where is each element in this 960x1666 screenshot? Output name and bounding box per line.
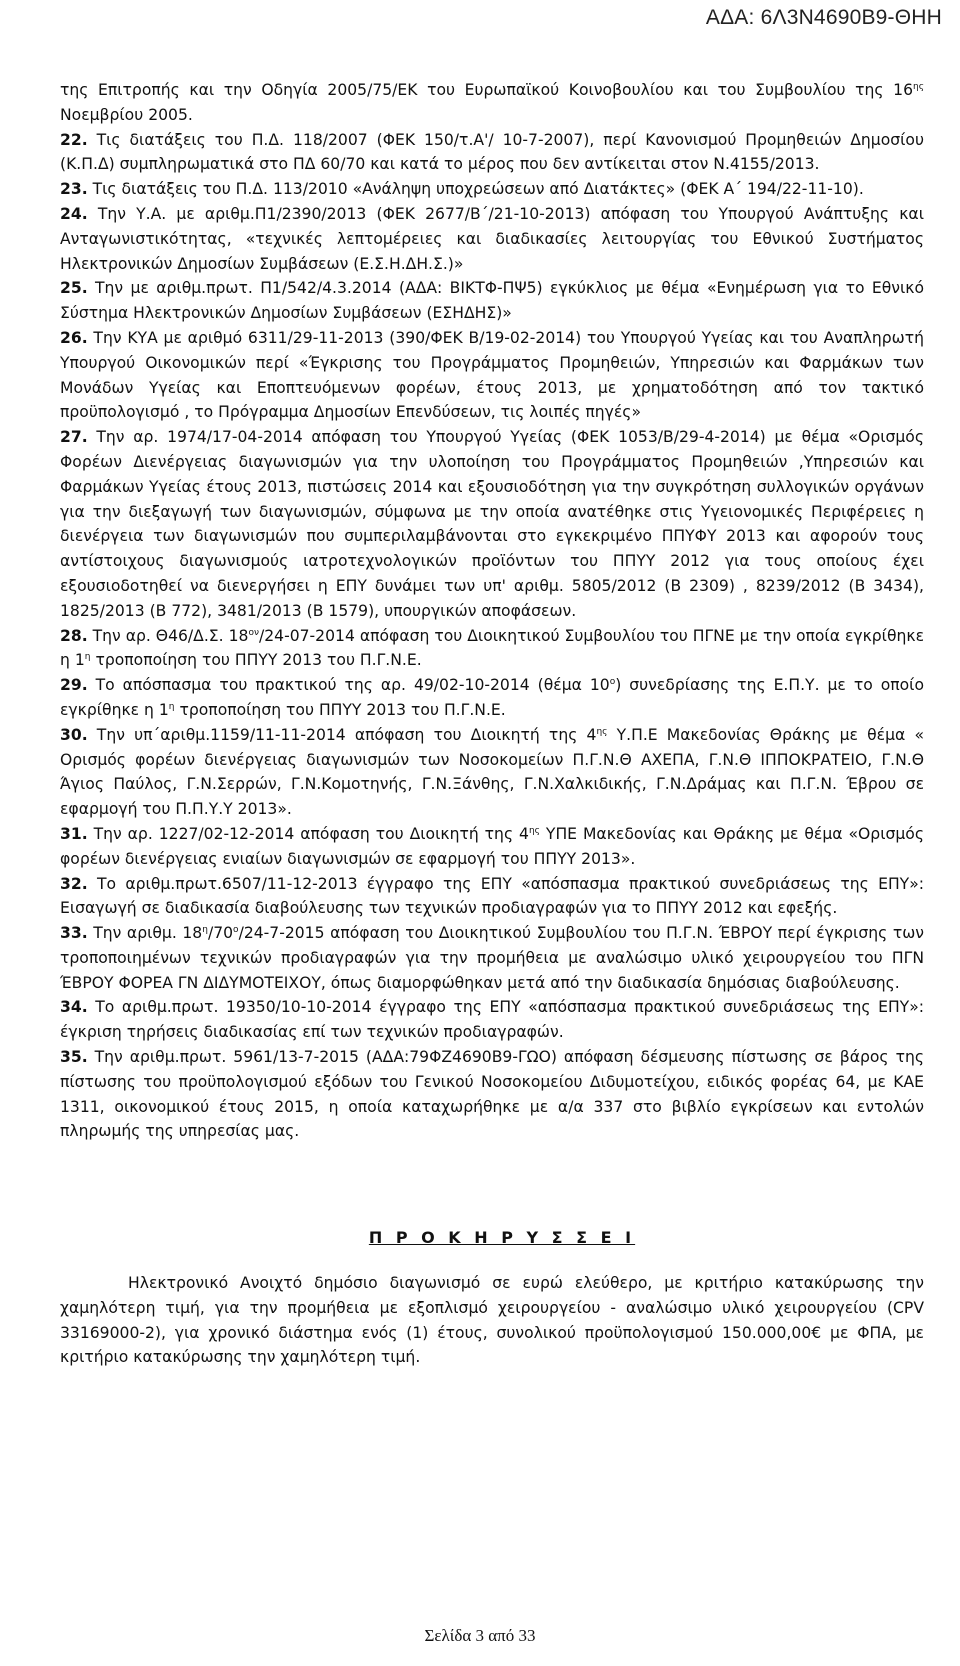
superscript: ο (233, 924, 239, 935)
superscript: ης (528, 825, 540, 836)
superscript: η (84, 652, 91, 663)
item-text: Την αριθμ.πρωτ. 5961/13-7-2015 (ΑΔΑ:79ΦΖ4690Β9-ΓΩΟ) απόφαση δέσμευσης πίστωσης σε βάρος της πίστωσης του προϋπολογισμού εξόδων του Γενικού Νοσοκομείου Διδυμοτείχου, ειδικός φορέας 64, με ΚΑΕ 1311, οικονομικού έτους 2015, η οποία καταχωρήθηκε με α/α 337 στο βιβλίο εγκρίσεων και εντολών πληρωμής της υπηρεσίας μας. (60, 1048, 924, 1141)
page-footer (0, 1626, 960, 1646)
item-text: Το αριθμ.πρωτ.6507/11-12-2013 έγγραφο της ΕΠΥ «απόσπασμα πρακτικού συνεδριάσεως της ΕΠΥ»: Εισαγωγή σε διαδικασία διαβούλευσης των τεχνικών προδιαγραφών για το ΠΠΥΥ 2012 και εφεξής. (60, 874, 924, 918)
list-item-28 (60, 624, 924, 674)
item-number: 27. (60, 428, 88, 447)
item-number: 29. (60, 676, 88, 695)
item-text: Τις διατάξεις του Π.Δ. 113/2010 «Ανάληψη υποχρεώσεων από Διατάκτες» (ΦΕΚ Α΄ 194/22-11-10). (92, 180, 864, 199)
list-item-31 (60, 822, 924, 872)
item-text-a: Την αρ. Θ46/Δ.Σ. 18 (92, 626, 249, 645)
item-number: 28. (60, 626, 88, 645)
item-number: 25. (60, 279, 88, 298)
list-item-22 (60, 128, 924, 178)
item-number: 34. (60, 998, 88, 1017)
item-number: 30. (60, 725, 88, 744)
item-text: Την Υ.Α. με αριθμ.Π1/2390/2013 (ΦΕΚ 2677/Β΄/21-10-2013) απόφαση του Υπουργού Ανάπτυξης και Ανταγωνιστικότητας, «τεχνικές λεπτομέρειες και διαδικασίες λειτουργίας του Εθνικού Συστήματος Ηλεκτρονικών Δημοσίων Συμβάσεων (Ε.Σ.Η.ΔΗ.Σ.)» (60, 204, 924, 273)
list-item-24 (60, 202, 924, 276)
list-item-34 (60, 995, 924, 1045)
item-text-a: Το απόσπασμα του πρακτικού της αρ. 49/02-10-2014 (θέμα 10 (95, 676, 610, 695)
list-item-35 (60, 1045, 924, 1144)
list-item-25 (60, 276, 924, 326)
ada-header: ΑΔΑ: 6Λ3Ν4690Β9-ΘΗΗ (705, 6, 942, 29)
item-number: 31. (60, 824, 88, 843)
page-total: 33 (518, 1626, 536, 1645)
tender-intro-paragraph: Ηλεκτρονικό Ανοιχτό δημόσιο διαγωνισμό σε ευρώ ελεύθερο, με κριτήριο κατακύρωσης την χαμηλότερη τιμή, για την προμήθεια με εξοπλισμό χειρουργείου - αναλώσιμο υλικό χειρουργείου (CPV 33169000-2), για χρονικό διάστημα ενός (1) έτους, συνολικού προϋπολογισμού 150.000,00€ με ΦΠΑ, με κριτήριο κατακύρωσης την χαμηλότερη τιμή. (60, 1274, 924, 1367)
item-text-b: ) συνεδρίασης της Ε.Π.Υ. με το οποίο εγκρίθηκε η 1 (60, 676, 924, 719)
list-item-32 (60, 872, 924, 922)
superscript: η (168, 701, 175, 712)
item-text-a: Την αρ. 1227/02-12-2014 απόφαση του Διοικητή της 4 (93, 824, 529, 843)
item-text-b: ΥΠΕ Μακεδονίας και Θράκης με θέμα «Ορισμός φορέων διενέργειας ενιαίων διαγωνισμών σε εφαρμογή του ΠΠΥΥ 2013». (60, 824, 924, 868)
item-number: 23. (60, 180, 88, 199)
item-text-c: τροποποίηση του ΠΠΥΥ 2013 του Π.Γ.Ν.Ε. (174, 700, 506, 719)
item-text: Τις διατάξεις του Π.Δ. 118/2007 (ΦΕΚ 150/τ.Α'/ 10-7-2007), περί Κανονισμού Προμηθειών Δημοσίου (Κ.Π.Δ) συμπληρωματικά στο ΠΔ 60/70 και κατά το μέρος που δεν αντίκειται στον Ν.4155/2013. (60, 130, 924, 174)
item-text-c: /24-7-2015 απόφαση του Διοικητικού Συμβουλίου του Π.Γ.Ν. ΈΒΡΟΥ περί έγκρισης των τροποποιημένων τεχνικών προδιαγραφών για την προμήθεια με αναλώσιμο υλικό χειρουργείου του ΠΓΝ ΈΒΡΟΥ ΦΟΡΕΑ ΓΝ ΔΙΔΥΜΟΤΕΙΧΟΥ, όπως διαμορφώθηκαν μετά από την διαδικασία δημόσιας διαβούλευσης. (60, 924, 924, 992)
item-text: Την ΚΥΑ με αριθμό 6311/29-11-2013 (390/ΦΕΚ Β/19-02-2014) του Υπουργού Υγείας και του Αναπληρωτή Υπουργού Οικονομικών περί «Έγκρισης του Προγράμματος Προμηθειών, Υπηρεσιών και Φαρμάκων των Μονάδων Υγείας και Εποπτευόμενων φορέων, έτους 2013, με χρηματοδότηση από τον τακτικό προϋπολογισμό , το Πρόγραμμα Δημοσίων Επενδύσεων, τις λοιπές πηγές» (60, 328, 924, 422)
item-text-a: Την υπ΄αριθμ.1159/11-11-2014 απόφαση του Διοικητή της 4 (96, 725, 597, 744)
superscript: ης (596, 726, 608, 737)
item-number: 32. (60, 874, 88, 893)
superscript: ο (609, 676, 616, 687)
item-text-a: Την αριθμ. 18 (93, 924, 203, 943)
item-text-b: /70 (207, 924, 234, 943)
item-text-b: Υ.Π.Ε Μακεδονίας Θράκης με θέμα « Ορισμός φορέων διενέργειας διαγωνισμών των Νοσοκομείων Π.Γ.Ν.Θ ΑΧΕΠΑ, Γ.Ν.Θ ΙΠΠΟΚΡΑΤΕΙΟ, Γ.Ν.Θ Άγιος Παύλος, Γ.Ν.Σερρών, Γ.Ν.Κομοτηνής, Γ.Ν.Ξάνθης, Γ.Ν.Χαλκιδικής, Γ.Ν.Δράμας και Π.Γ.Ν. Έβρου σε εφαρμογή του Π.Π.Υ.Υ 2013». (60, 725, 924, 819)
page-number: 3 (475, 1626, 485, 1645)
page-sep: από (488, 1626, 515, 1645)
item-text-c: τροποποίηση του ΠΠΥΥ 2013 του Π.Γ.Ν.Ε. (90, 651, 422, 670)
list-item-23 (60, 177, 924, 202)
superscript: ης (913, 81, 924, 92)
item-text: Το αριθμ.πρωτ. 19350/10-10-2014 έγγραφο της ΕΠΥ «απόσπασμα πρακτικού συνεδριάσεως της ΕΠΥ»: έγκριση τηρήσεις διαδικασίας επί των τεχνικών προδιαγραφών. (60, 998, 924, 1042)
continuation-text-a: της Επιτροπής και την Οδηγία 2005/75/ΕΚ του Ευρωπαϊκού Κοινοβουλίου και του Συμβουλίου της 16 (60, 81, 913, 99)
list-item-33 (60, 921, 924, 995)
list-item-30 (60, 723, 924, 822)
continuation-paragraph (60, 78, 924, 128)
item-number: 35. (60, 1048, 88, 1067)
continuation-text-b: Νοεμβρίου 2005. (60, 105, 193, 124)
list-item-26 (60, 326, 924, 425)
item-number: 22. (60, 130, 88, 149)
item-text-b: /24-07-2014 απόφαση του Διοικητικού Συμβουλίου του ΠΓΝΕ με την οποία εγκρίθηκε η 1 (60, 626, 925, 670)
item-number: 24. (60, 204, 88, 223)
proclamation-heading: Π Ρ Ο Κ Η Ρ Υ Σ Σ Ε Ι (368, 1228, 636, 1248)
item-text: Την με αριθμ.πρωτ. Π1/542/4.3.2014 (ΑΔΑ: ΒΙΚΤΦ-ΠΨ5) εγκύκλιος με θέμα «Ενημέρωση για το Εθνικό Σύστημα Ηλεκτρονικών Δημοσίων Συμβάσεων (ΕΣΗΔΗΣ)» (60, 279, 924, 323)
list-item-27 (60, 425, 924, 623)
document-body (60, 78, 924, 1370)
list-item-29 (60, 673, 924, 723)
page-label: Σελίδα (424, 1626, 472, 1645)
superscript: ον (248, 627, 259, 638)
item-text: Την αρ. 1974/17-04-2014 απόφαση του Υπουργού Υγείας (ΦΕΚ 1053/Β/29-4-2014) με θέμα «Ορισμός Φορέων Διενέργειας διαγωνισμών για την υλοποίηση του Προγράμματος Προμηθειών ,Υπηρεσιών και Φαρμάκων Υγείας έτους 2013, πιστώσεις 2014 και εξουσιοδότηση για την συγκρότηση συλλογικών οργάνων για την διεξαγωγή των διαγωνισμών, σύμφωνα με την οποία ανατέθηκε στις Υγειονομικές Περιφέρειες η διενέργεια των διαγωνισμών που συμπεριλαμβάνονται στο εγκεκριμένο ΠΠΥΦΥ 2013 και αφορούν τους αντίστοιχους διαγωνισμούς ιατροτεχνολογικών προϊόντων του ΠΠΥΥ 2012 για τους οποίους έχει εξουσιοδοτηθεί να διενεργήσει η ΕΠΥ δυνάμει των υπ' αριθμ. 5805/2012 (Β 2309) , 8239/2012 (Β 3434), 1825/2013 (Β 772), 3481/2013 (Β 1579), υπουργικών αποφάσεων. (60, 428, 924, 620)
item-number: 33. (60, 924, 88, 943)
superscript: η (202, 924, 208, 935)
item-number: 26. (60, 328, 88, 347)
